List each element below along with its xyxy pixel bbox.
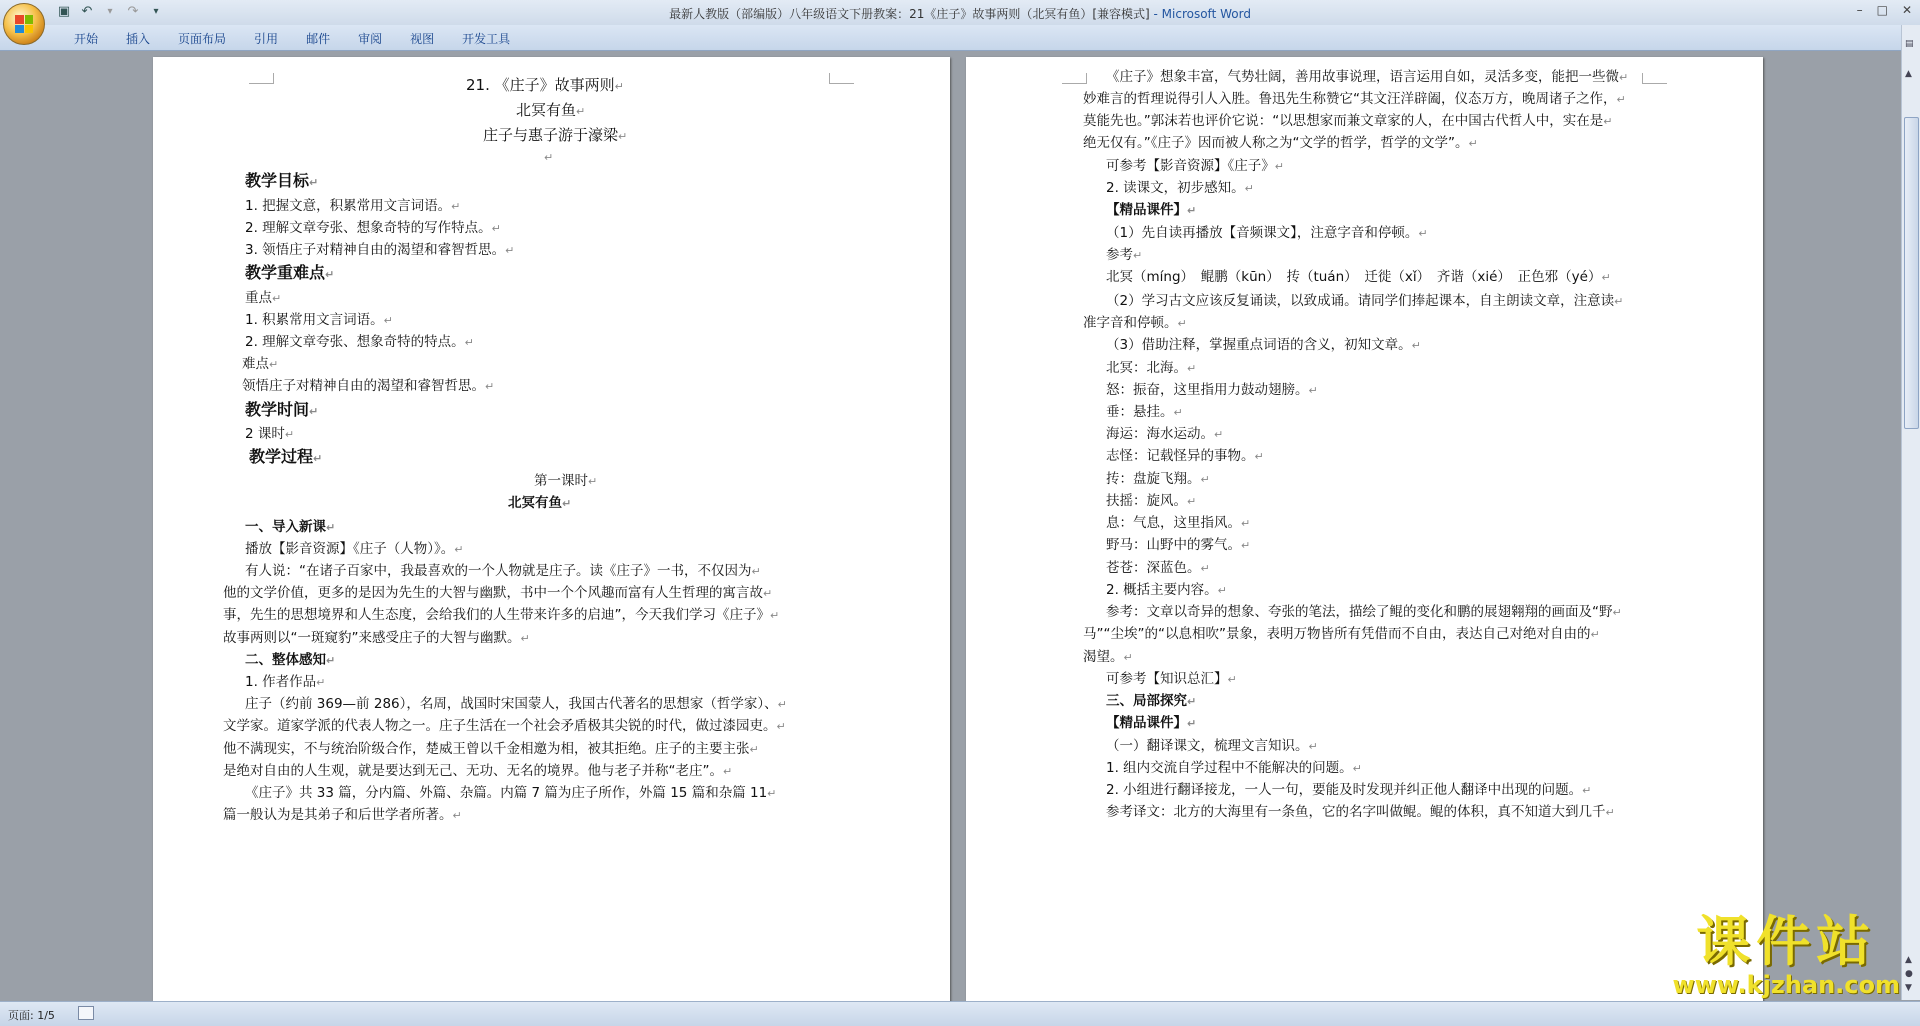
site-watermark — [1672, 910, 1900, 999]
page2-text-line: 1. 组内交流自学过程中不能解决的问题。↵ — [1106, 760, 1362, 776]
page1-text-line: 他的文学价值，更多的是因为先生的大智与幽默，书中一个个风趣而富有人生哲理的寓言故↵ — [223, 585, 773, 601]
paragraph-mark-icon: ↵ — [505, 244, 515, 257]
paragraph-mark-icon: ↵ — [454, 543, 464, 556]
paragraph-mark-icon: ↵ — [767, 787, 777, 800]
page2-text-line: 息：气息，这里指风。↵ — [1106, 515, 1251, 531]
paragraph-mark-icon: ↵ — [544, 151, 554, 164]
maximize-icon[interactable]: □ — [1876, 3, 1888, 17]
paragraph-mark-icon: ↵ — [588, 475, 598, 488]
margin-marker — [249, 73, 274, 84]
page1-text-line: 播放【影音资源】《庄子（人物）》。↵ — [245, 541, 464, 557]
tab-2[interactable]: 页面布局 — [178, 32, 227, 46]
page1-text-line: 他不满现实，不与统治阶级合作，楚威王曾以千金相邀为相，被其拒绝。庄子的主要主张↵ — [223, 741, 759, 757]
paragraph-mark-icon: ↵ — [1217, 584, 1227, 597]
page2-text-line: 妙难言的哲理说得引人入胜。鲁迅先生称赞它“其文汪洋辟阖，仪态万方，晚周诸子之作，↵ — [1083, 91, 1626, 107]
paragraph-mark-icon: ↵ — [485, 380, 495, 393]
page1-text-line: 难点↵ — [242, 356, 279, 372]
tab-0[interactable]: 开始 — [74, 32, 99, 46]
page1-text-line: 篇一般认为是其弟子和后世学者所著。↵ — [223, 807, 462, 823]
paragraph-mark-icon: ↵ — [464, 336, 474, 349]
paragraph-mark-icon: ↵ — [1200, 562, 1210, 575]
page1-text-line: 文学家。道家学派的代表人物之一。庄子生活在一个社会矛盾极其尖锐的时代，做过漆园吏。↵ — [223, 718, 786, 734]
next-page-icon[interactable]: ▼ — [1905, 983, 1912, 993]
status-bar — [0, 1001, 1920, 1026]
page1-text-line: 2. 理解文章夸张、想象奇特的特点。↵ — [245, 334, 474, 350]
page2-text-line: 参考：文章以奇异的想象、夸张的笔法，描绘了鲲的变化和鹏的展翅翱翔的画面及“野↵ — [1106, 604, 1622, 620]
paragraph-mark-icon: ↵ — [1582, 784, 1592, 797]
paragraph-mark-icon: ↵ — [751, 565, 761, 578]
paragraph-mark-icon: ↵ — [313, 452, 323, 465]
page2-text-line: 马”“尘埃”的“以息相吹”景象，表明万物皆所有凭借而不自由，表达自己对绝对自由的↵ — [1083, 626, 1600, 642]
page1-text-line: 庄子（约前 369—前 286），名周，战国时宋国蒙人，我国古代著名的思想家（哲学家）、↵ — [245, 696, 787, 712]
paragraph-mark-icon: ↵ — [1241, 539, 1251, 552]
margin-marker — [1642, 73, 1667, 84]
paragraph-mark-icon: ↵ — [383, 314, 393, 327]
page2-text-line: 扶摇：旋风。↵ — [1106, 493, 1197, 509]
paragraph-mark-icon: ↵ — [618, 130, 628, 143]
paragraph-mark-icon: ↵ — [562, 497, 572, 510]
page1-text-line: 2 课时↵ — [245, 426, 295, 442]
paragraph-mark-icon: ↵ — [491, 222, 501, 235]
paragraph-mark-icon: ↵ — [777, 698, 787, 711]
paragraph-mark-icon: ↵ — [452, 809, 462, 822]
margin-marker — [829, 73, 854, 84]
page2-text-line: 抟：盘旋飞翔。↵ — [1106, 471, 1210, 487]
page2-text-line: （一）翻译课文，梳理文言知识。↵ — [1106, 738, 1318, 754]
page2-text-line: 苍苍：深蓝色。↵ — [1106, 560, 1210, 576]
page1-text-line: 教学重难点↵ — [245, 263, 335, 282]
paragraph-mark-icon: ↵ — [1173, 406, 1183, 419]
paragraph-mark-icon: ↵ — [325, 268, 335, 281]
macro-record-icon[interactable] — [78, 1006, 94, 1020]
paragraph-mark-icon: ↵ — [1133, 249, 1143, 262]
app-name: - Microsoft Word — [1149, 7, 1251, 21]
paragraph-mark-icon: ↵ — [1200, 473, 1210, 486]
ribbon — [0, 25, 1920, 51]
page2-text-line: 野马：山野中的雾气。↵ — [1106, 537, 1251, 553]
page1-text-line: 重点↵ — [245, 290, 282, 306]
paragraph-mark-icon: ↵ — [1187, 204, 1197, 217]
page2-text-line: 莫能先也。”郭沫若也评价它说：“以思想家而兼文章家的人，在中国古代哲人中，实在是↵ — [1083, 113, 1613, 129]
undo-dropdown-icon[interactable]: ▾ — [107, 6, 113, 17]
tab-4[interactable]: 邮件 — [306, 32, 331, 46]
paragraph-mark-icon: ↵ — [269, 358, 279, 371]
page-indicator[interactable]: 页面: 1/5 — [8, 1009, 55, 1022]
title-bar — [0, 0, 1920, 25]
paragraph-mark-icon: ↵ — [1352, 762, 1362, 775]
paragraph-mark-icon: ↵ — [1418, 227, 1428, 240]
paragraph-mark-icon: ↵ — [1601, 271, 1611, 284]
page1-text-line: 1. 把握文意，积累常用文言词语。↵ — [245, 198, 461, 214]
paragraph-mark-icon: ↵ — [1468, 137, 1478, 150]
page2-text-line: 2. 读课文，初步感知。↵ — [1106, 180, 1254, 196]
tab-7[interactable]: 开发工具 — [462, 32, 511, 46]
page2-text-line: 参考↵ — [1106, 247, 1143, 263]
page1-text-line: 教学时间↵ — [245, 400, 319, 419]
paragraph-mark-icon: ↵ — [763, 587, 773, 600]
page1-text-line: 教学目标↵ — [245, 171, 319, 190]
paragraph-mark-icon: ↵ — [1605, 806, 1615, 819]
page2-text-line: 《庄子》想象丰富，气势壮阔，善用故事说理，语言运用自如，灵活多变，能把一些微↵ — [1106, 69, 1629, 85]
page1-text-line: 21. 《庄子》故事两则↵ — [466, 76, 624, 94]
paragraph-mark-icon: ↵ — [1187, 495, 1197, 508]
page1-text-line: 事，先生的思想境界和人生态度，会给我们的人生带来许多的启迪”，今天我们学习《庄子》↵ — [223, 607, 780, 623]
page1-text-line: 有人说：“在诸子百家中，我最喜欢的一个人物就是庄子。读《庄子》一书，不仅因为↵ — [245, 563, 761, 579]
page2-text-line: 【精品课件】↵ — [1106, 715, 1197, 731]
page1-text-line: 是绝对自由的人生观，就是要达到无己、无功、无名的境界。他与老子并称“老庄”。↵ — [223, 763, 733, 779]
tab-6[interactable]: 视图 — [410, 32, 435, 46]
paragraph-mark-icon: ↵ — [284, 428, 295, 441]
paragraph-mark-icon: ↵ — [1123, 651, 1133, 664]
page1-text-line: 领悟庄子对精神自由的渴望和睿智哲思。↵ — [242, 378, 495, 394]
page1-text-line: 故事两则以“一斑窥豹”来感受庄子的大智与幽默。↵ — [223, 630, 530, 646]
page1-text-line: 教学过程↵ — [249, 447, 323, 466]
undo-icon[interactable]: ↶ — [81, 4, 93, 19]
page2-text-line: 海运：海水运动。↵ — [1106, 426, 1224, 442]
paragraph-mark-icon: ↵ — [272, 292, 282, 305]
paragraph-mark-icon: ↵ — [1227, 673, 1237, 686]
paragraph-mark-icon: ↵ — [1214, 428, 1224, 441]
paragraph-mark-icon: ↵ — [770, 609, 780, 622]
page2-text-line: 北冥（míng） 鲲鹏（kūn） 抟（tuán） 迁徙（xǐ） 齐谐（xié） 正色邪（yé）↵ — [1106, 269, 1611, 285]
page1-text-line: 1. 作者作品↵ — [245, 674, 326, 690]
vertical-scrollbar[interactable] — [1901, 25, 1920, 1000]
scroll-up-icon[interactable]: ▲ — [1905, 69, 1912, 79]
page2-text-line: （1）先自读再播放【音频课文】，注意字音和停顿。↵ — [1106, 225, 1428, 241]
page2-text-line: 绝无仅有。”《庄子》因而被人称之为“文学的哲学，哲学的文学”。↵ — [1083, 135, 1478, 151]
page1-text-line: 庄子与惠子游于濠梁↵ — [483, 126, 628, 144]
save-icon[interactable]: ▣ — [57, 4, 71, 19]
page1-text-line: 第一课时↵ — [534, 473, 598, 489]
page1-text-line: 2. 理解文章夸张、想象奇特的写作特点。↵ — [245, 220, 501, 236]
page1-text-line: 3. 领悟庄子对精神自由的渴望和睿智哲思。↵ — [245, 242, 515, 258]
browse-object-icon[interactable]: ● — [1905, 969, 1913, 979]
page1-text-line: 二、整体感知↵ — [245, 652, 336, 668]
scroll-thumb[interactable] — [1904, 117, 1919, 429]
office-button[interactable] — [3, 3, 45, 45]
customize-qat-icon[interactable]: ▾ — [153, 6, 159, 17]
paragraph-mark-icon: ↵ — [316, 676, 326, 689]
page2-text-line: 2. 小组进行翻译接龙，一人一句，要能及时发现并纠正他人翻译中出现的问题。↵ — [1106, 782, 1592, 798]
page2-text-line: 2. 概括主要内容。↵ — [1106, 582, 1227, 598]
paragraph-mark-icon: ↵ — [723, 765, 733, 778]
page1-text-line: 北冥有鱼↵ — [508, 495, 572, 511]
paragraph-mark-icon: ↵ — [1274, 160, 1284, 173]
ruler-toggle-icon[interactable]: ▤ — [1905, 39, 1914, 49]
document-area — [0, 51, 1902, 1001]
paragraph-mark-icon: ↵ — [309, 405, 319, 418]
paragraph-mark-icon: ↵ — [1612, 606, 1622, 619]
redo-icon[interactable]: ↷ — [127, 4, 139, 19]
paragraph-mark-icon: ↵ — [1187, 717, 1197, 730]
paragraph-mark-icon: ↵ — [749, 743, 759, 756]
paragraph-mark-icon: ↵ — [326, 654, 336, 667]
paragraph-mark-icon: ↵ — [1177, 317, 1187, 330]
prev-page-icon[interactable]: ▲ — [1905, 955, 1912, 965]
paragraph-mark-icon: ↵ — [1254, 450, 1264, 463]
page1-text-line: 《庄子》共 33 篇，分内篇、外篇、杂篇。内篇 7 篇为庄子所作，外篇 15 篇和杂篇 11↵ — [245, 785, 777, 801]
paragraph-mark-icon: ↵ — [576, 105, 586, 118]
paragraph-mark-icon: ↵ — [1590, 628, 1600, 641]
paragraph-mark-icon: ↵ — [1619, 71, 1629, 84]
paragraph-mark-icon: ↵ — [1187, 362, 1197, 375]
page2-text-line: 渴望。↵ — [1083, 649, 1133, 665]
paragraph-mark-icon: ↵ — [451, 200, 461, 213]
window-title — [0, 5, 1920, 22]
tab-5[interactable]: 审阅 — [358, 32, 383, 46]
margin-marker — [1062, 73, 1087, 84]
tab-3[interactable]: 引用 — [254, 32, 279, 46]
paragraph-mark-icon: ↵ — [776, 720, 786, 733]
paragraph-mark-icon: ↵ — [1616, 93, 1626, 106]
paragraph-mark-icon: ↵ — [1614, 295, 1624, 308]
page1-text-line: 1. 积累常用文言词语。↵ — [245, 312, 393, 328]
page2-text-line: 志怪：记载怪异的事物。↵ — [1106, 448, 1264, 464]
page2-text-line: 可参考【影音资源】《庄子》↵ — [1106, 158, 1284, 174]
page2-text-line: （3）借助注释，掌握重点词语的含义，初知文章。↵ — [1106, 337, 1421, 353]
paragraph-mark-icon: ↵ — [1187, 695, 1197, 708]
page2-text-line: 准字音和停顿。↵ — [1083, 315, 1187, 331]
paragraph-mark-icon: ↵ — [1308, 740, 1318, 753]
paragraph-mark-icon: ↵ — [1241, 517, 1251, 530]
tab-1[interactable]: 插入 — [126, 32, 151, 46]
document-title: 最新人教版（部编版）八年级语文下册教案：21《庄子》故事两则（北冥有鱼）[兼容模式] — [669, 7, 1150, 21]
page2-text-line: 三、局部探究↵ — [1106, 693, 1197, 709]
page-2[interactable] — [966, 57, 1763, 1001]
paragraph-mark-icon: ↵ — [326, 521, 336, 534]
page2-text-line: 怒：振奋，这里指用力鼓动翅膀。↵ — [1106, 382, 1318, 398]
office-logo-icon — [15, 15, 33, 33]
page1-text-line: 一、导入新课↵ — [245, 519, 336, 535]
close-icon[interactable]: ✕ — [1901, 3, 1912, 17]
paragraph-mark-icon: ↵ — [614, 80, 624, 93]
minimize-icon[interactable]: – — [1856, 3, 1863, 17]
window-controls — [1857, 3, 1912, 17]
paragraph-mark-icon: ↵ — [520, 632, 530, 645]
page1-text-line: 北冥有鱼↵ — [516, 101, 586, 119]
paragraph-mark-icon: ↵ — [309, 176, 319, 189]
page2-text-line: 垂：悬挂。↵ — [1106, 404, 1183, 420]
page2-text-line: 可参考【知识总汇】↵ — [1106, 671, 1237, 687]
page2-text-line: 北冥：北海。↵ — [1106, 360, 1197, 376]
page2-text-line: 参考译文：北方的大海里有一条鱼，它的名字叫做鲲。鲲的体积，真不知道大到几千↵ — [1106, 804, 1615, 820]
paragraph-mark-icon: ↵ — [1308, 384, 1318, 397]
watermark-title: 课件站 — [1696, 910, 1877, 973]
page1-text-line — [544, 147, 553, 168]
paragraph-mark-icon: ↵ — [1244, 182, 1254, 195]
paragraph-mark-icon: ↵ — [1603, 115, 1613, 128]
paragraph-mark-icon: ↵ — [1411, 339, 1421, 352]
page2-text-line: （2）学习古文应该反复诵读，以致成诵。请同学们捧起课本，自主朗读文章，注意读↵ — [1106, 293, 1624, 309]
page2-text-line: 【精品课件】↵ — [1106, 202, 1197, 218]
watermark-url: www.kjzhan.com — [1672, 971, 1900, 999]
page-1[interactable] — [153, 57, 950, 1001]
ribbon-tabs — [60, 30, 524, 47]
